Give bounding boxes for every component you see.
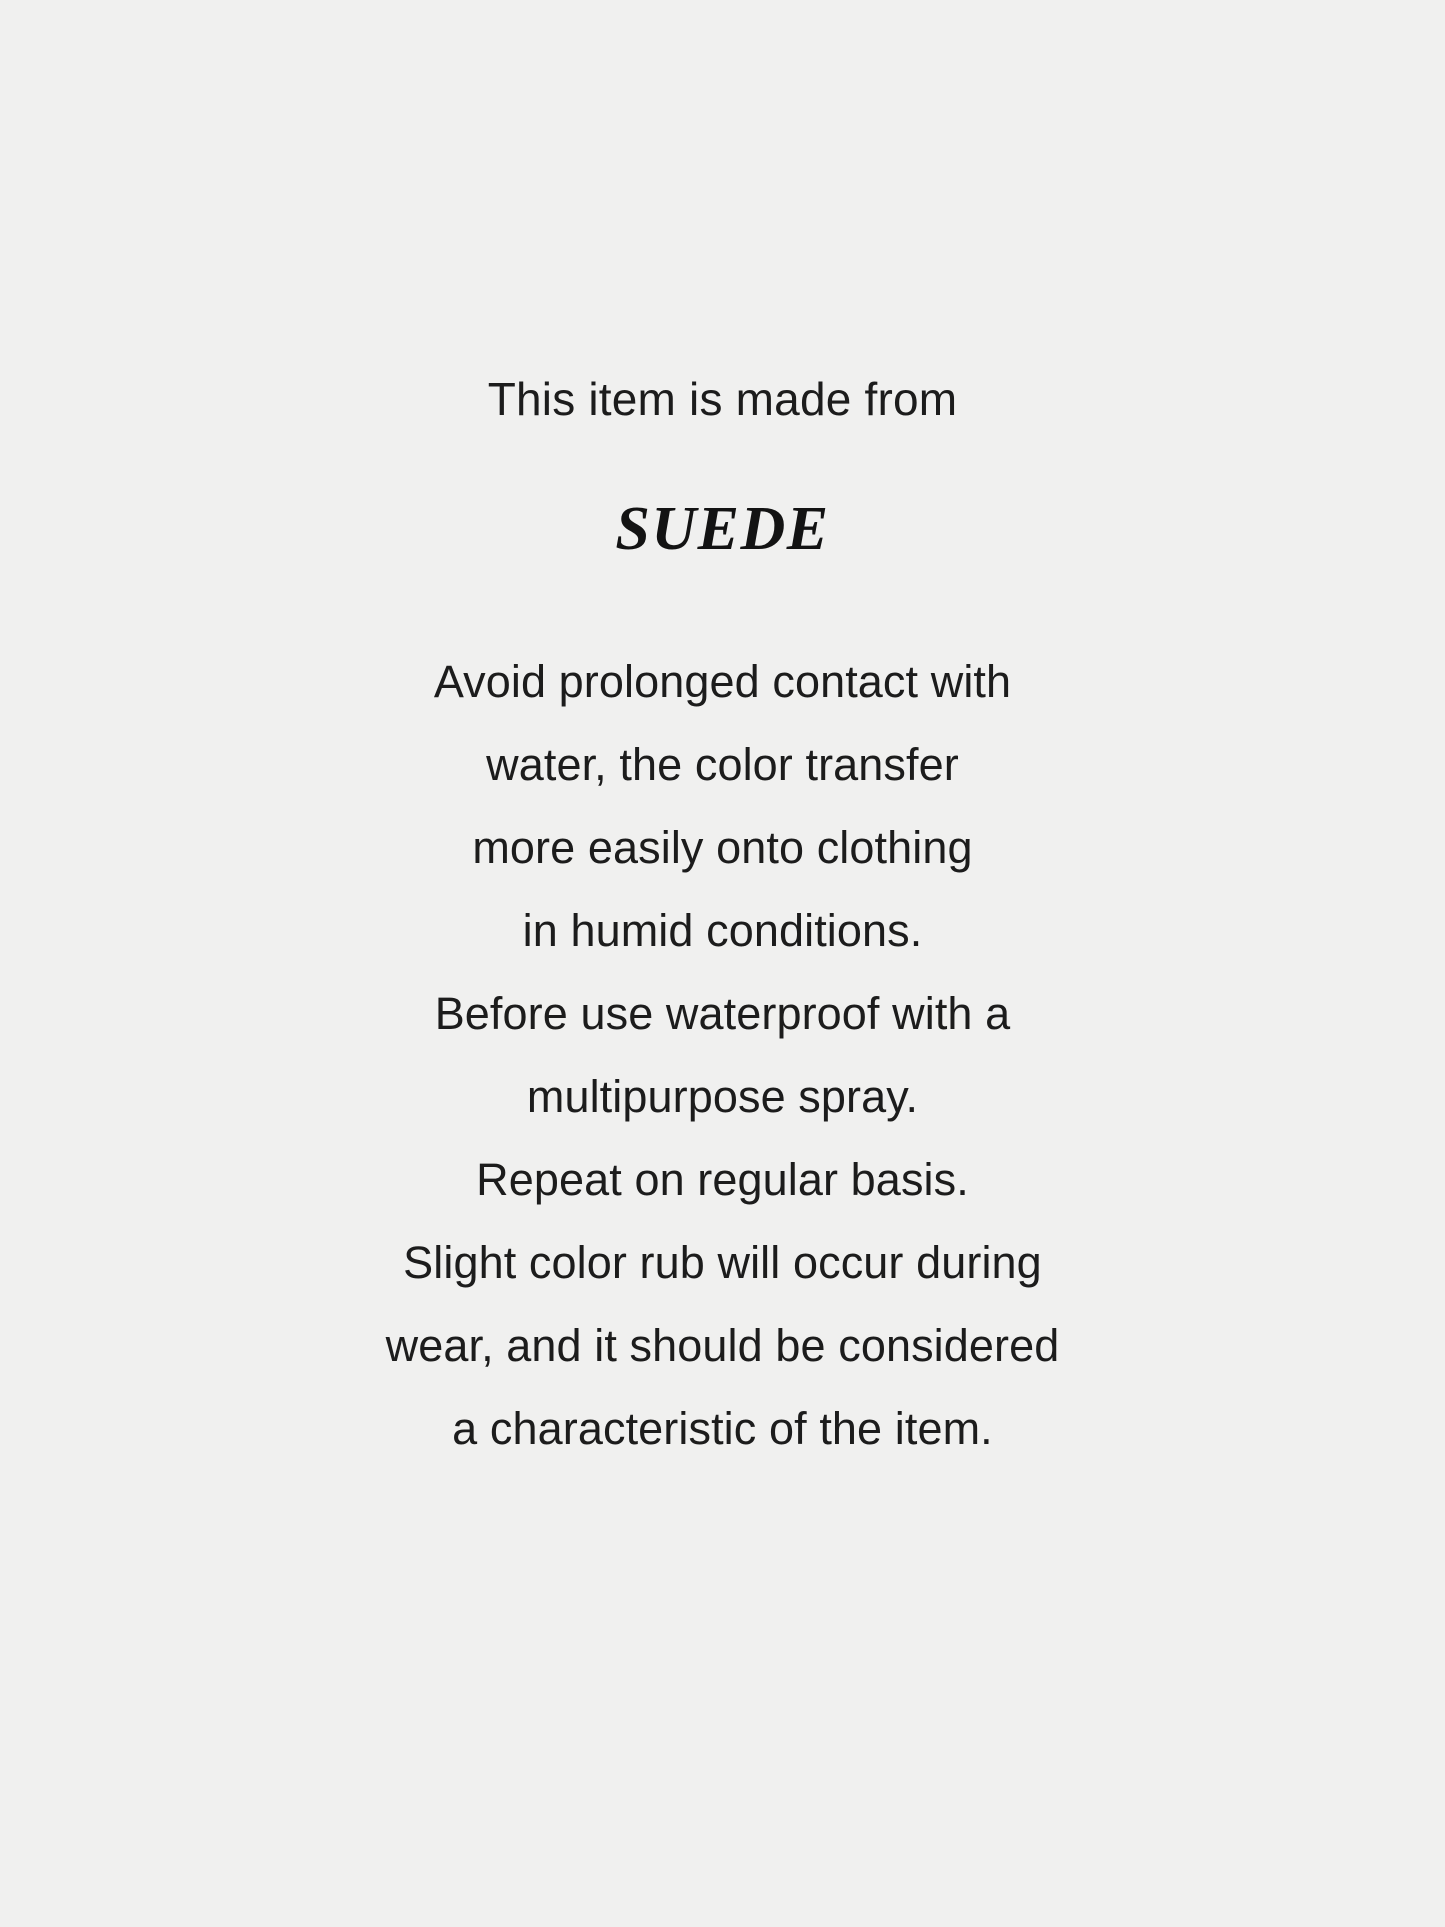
care-instruction-line: wear, and it should be considered bbox=[385, 1319, 1060, 1371]
care-instruction-line: multipurpose spray. bbox=[526, 1070, 919, 1122]
care-instructions bbox=[386, 640, 1060, 1470]
material-name: SUEDE bbox=[615, 494, 830, 563]
care-instruction-line: more easily onto clothing bbox=[472, 821, 973, 873]
care-instruction-line: Repeat on regular basis. bbox=[476, 1153, 969, 1205]
care-instruction-line: a characteristic of the item. bbox=[452, 1402, 993, 1454]
care-instruction-line: in humid conditions. bbox=[522, 904, 923, 956]
intro-line: This item is made from bbox=[487, 373, 958, 425]
care-instruction-line: Slight color rub will occur during bbox=[403, 1236, 1042, 1288]
care-instruction-line: Avoid prolonged contact with bbox=[433, 655, 1012, 707]
care-instruction-line: water, the color transfer bbox=[486, 738, 959, 790]
care-instruction-line: Before use waterproof with a bbox=[434, 987, 1011, 1039]
